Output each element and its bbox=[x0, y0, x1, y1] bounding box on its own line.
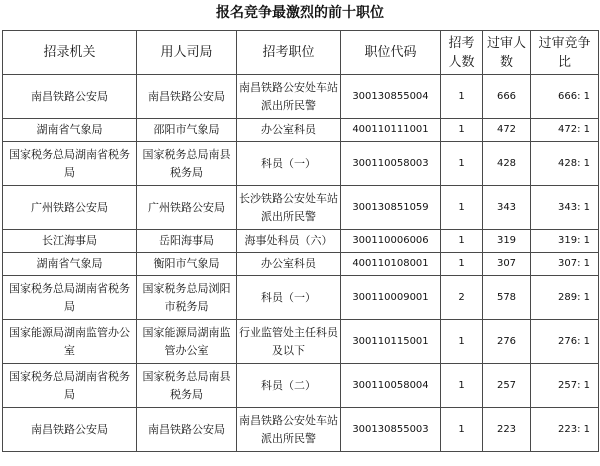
cell-dept: 广州铁路公安局 bbox=[137, 186, 237, 230]
cell-position: 科员（一） bbox=[237, 276, 341, 320]
cell-dept: 国家税务总局南县税务局 bbox=[137, 364, 237, 408]
cell-ratio: 472: 1 bbox=[531, 119, 599, 142]
header-quota: 招考人数 bbox=[441, 31, 483, 75]
cell-passed: 428 bbox=[483, 142, 531, 186]
cell-ratio: 319: 1 bbox=[531, 230, 599, 253]
table-row bbox=[3, 75, 599, 119]
cell-passed: 666 bbox=[483, 75, 531, 119]
cell-passed: 343 bbox=[483, 186, 531, 230]
cell-code: 300130855004 bbox=[341, 75, 441, 119]
cell-code: 400110111001 bbox=[341, 119, 441, 142]
cell-quota: 1 bbox=[441, 408, 483, 452]
cell-org: 南昌铁路公安局 bbox=[3, 75, 137, 119]
cell-position: 海事处科员（六） bbox=[237, 230, 341, 253]
cell-org: 国家税务总局湖南省税务局 bbox=[3, 142, 137, 186]
cell-position: 南昌铁路公安处车站派出所民警 bbox=[237, 75, 341, 119]
cell-quota: 1 bbox=[441, 230, 483, 253]
cell-code: 300130855003 bbox=[341, 408, 441, 452]
cell-dept: 衡阳市气象局 bbox=[137, 253, 237, 276]
cell-passed: 257 bbox=[483, 364, 531, 408]
cell-quota: 1 bbox=[441, 119, 483, 142]
cell-code: 300130851059 bbox=[341, 186, 441, 230]
cell-code: 300110058003 bbox=[341, 142, 441, 186]
cell-quota: 1 bbox=[441, 142, 483, 186]
cell-passed: 276 bbox=[483, 320, 531, 364]
header-position: 招考职位 bbox=[237, 31, 341, 75]
cell-dept: 南昌铁路公安局 bbox=[137, 75, 237, 119]
cell-quota: 1 bbox=[441, 364, 483, 408]
cell-org: 广州铁路公安局 bbox=[3, 186, 137, 230]
cell-org: 湖南省气象局 bbox=[3, 119, 137, 142]
cell-code: 300110058004 bbox=[341, 364, 441, 408]
cell-quota: 1 bbox=[441, 186, 483, 230]
cell-dept: 南昌铁路公安局 bbox=[137, 408, 237, 452]
table-row bbox=[3, 253, 599, 276]
cell-position: 科员（一） bbox=[237, 142, 341, 186]
table-row bbox=[3, 142, 599, 186]
cell-code: 300110009001 bbox=[341, 276, 441, 320]
table-header-row bbox=[3, 31, 599, 75]
cell-position: 科员（二） bbox=[237, 364, 341, 408]
cell-org: 国家能源局湖南监管办公室 bbox=[3, 320, 137, 364]
cell-passed: 472 bbox=[483, 119, 531, 142]
table-row bbox=[3, 186, 599, 230]
header-org: 招录机关 bbox=[3, 31, 137, 75]
cell-org: 长江海事局 bbox=[3, 230, 137, 253]
document-title: 报名竞争最激烈的前十职位 bbox=[216, 5, 384, 21]
cell-ratio: 257: 1 bbox=[531, 364, 599, 408]
cell-passed: 307 bbox=[483, 253, 531, 276]
cell-org: 国家税务总局湖南省税务局 bbox=[3, 364, 137, 408]
cell-quota: 1 bbox=[441, 253, 483, 276]
table-row bbox=[3, 408, 599, 452]
cell-passed: 578 bbox=[483, 276, 531, 320]
cell-org: 南昌铁路公安局 bbox=[3, 408, 137, 452]
cell-passed: 223 bbox=[483, 408, 531, 452]
cell-ratio: 276: 1 bbox=[531, 320, 599, 364]
cell-position: 行业监管处主任科员及以下 bbox=[237, 320, 341, 364]
cell-ratio: 666: 1 bbox=[531, 75, 599, 119]
cell-dept: 邵阳市气象局 bbox=[137, 119, 237, 142]
cell-ratio: 343: 1 bbox=[531, 186, 599, 230]
cell-position: 办公室科员 bbox=[237, 119, 341, 142]
table-row bbox=[3, 364, 599, 408]
table-row bbox=[3, 276, 599, 320]
cell-position: 南昌铁路公安处车站派出所民警 bbox=[237, 408, 341, 452]
cell-ratio: 223: 1 bbox=[531, 408, 599, 452]
ranking-table bbox=[2, 30, 599, 452]
cell-org: 湖南省气象局 bbox=[3, 253, 137, 276]
cell-ratio: 307: 1 bbox=[531, 253, 599, 276]
cell-quota: 1 bbox=[441, 320, 483, 364]
cell-org: 国家税务总局湖南省税务局 bbox=[3, 276, 137, 320]
cell-dept: 岳阳海事局 bbox=[137, 230, 237, 253]
header-dept: 用人司局 bbox=[137, 31, 237, 75]
table-row bbox=[3, 230, 599, 253]
header-ratio: 过审竞争比 bbox=[531, 31, 599, 75]
table-row bbox=[3, 320, 599, 364]
header-passed: 过审人数 bbox=[483, 31, 531, 75]
cell-passed: 319 bbox=[483, 230, 531, 253]
header-code: 职位代码 bbox=[341, 31, 441, 75]
cell-code: 300110115001 bbox=[341, 320, 441, 364]
cell-code: 400110108001 bbox=[341, 253, 441, 276]
cell-ratio: 428: 1 bbox=[531, 142, 599, 186]
cell-ratio: 289: 1 bbox=[531, 276, 599, 320]
cell-position: 办公室科员 bbox=[237, 253, 341, 276]
cell-quota: 2 bbox=[441, 276, 483, 320]
cell-position: 长沙铁路公安处车站派出所民警 bbox=[237, 186, 341, 230]
table-row bbox=[3, 119, 599, 142]
cell-code: 300110006006 bbox=[341, 230, 441, 253]
cell-dept: 国家能源局湖南监管办公室 bbox=[137, 320, 237, 364]
cell-dept: 国家税务总局浏阳市税务局 bbox=[137, 276, 237, 320]
cell-dept: 国家税务总局南县税务局 bbox=[137, 142, 237, 186]
cell-quota: 1 bbox=[441, 75, 483, 119]
